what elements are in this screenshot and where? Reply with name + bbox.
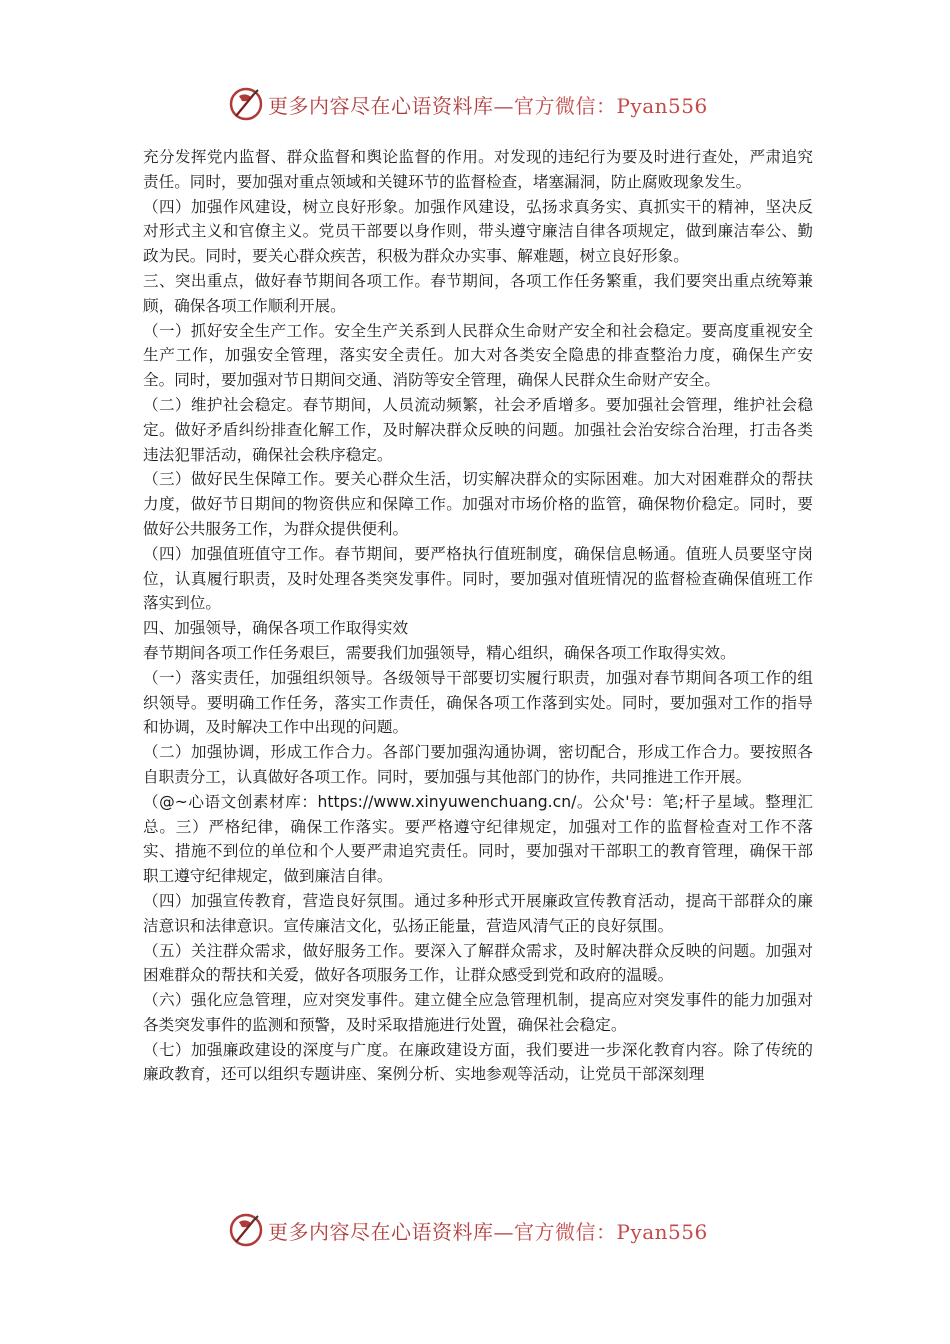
banner-title: 更多内容尽在心语资料库 [268,1219,494,1244]
logo-icon [228,1212,264,1248]
paragraph: （五）关注群众需求，做好服务工作。要深入了解群众需求，及时解决群众反映的问题。加强对困难群众的帮扶和关爱，做好各项服务工作，让群众感受到党和政府的温暖。 [143,941,813,985]
banner-wechat-id: Pyan556 [616,1219,708,1244]
paragraph: 春节期间各项工作任务艰巨，需要我们加强领导，精心组织，确保各项工作取得实效。 [143,643,736,662]
paragraph: （二）维护社会稳定。春节期间，人员流动频繁，社会矛盾增多。要加强社会管理，维护社会稳定。做好矛盾纠纷排查化解工作，及时解决群众反映的问题。加强社会治安综合治理，打击各类违法犯罪活动，确保社会秩序稳定。 [143,395,813,464]
paragraph: （七）加强廉政建设的深度与广度。在廉政建设方面，我们要进一步深化教育内容。除了传统的廉政教育，还可以组织专题讲座、案例分析、实地参观等活动，让党员干部深刻理 [143,1040,813,1084]
banner-title: 更多内容尽在心语资料库 [268,93,494,118]
paragraph: （二）加强协调，形成工作合力。各部门要加强沟通协调，密切配合，形成工作合力。要按照各自职责分工，认真做好各项工作。同时，要加强与其他部门的协作，共同推进工作开展。 [143,743,813,786]
logo-icon [228,86,264,122]
banner-wechat-label: 官方微信： [514,93,617,118]
banner-wechat-label: 官方微信： [514,1219,617,1244]
paragraph: （四）加强值班值守工作。春节期间，要严格执行值班制度，确保信息畅通。值班人员要坚守岗位，认真履行职责，及时处理各类突发事件。同时，要加强对值班情况的监督检查确保值班工作落实到位。 [143,544,813,613]
paragraph: 充分发挥党内监督、群众监督和舆论监督的作用。对发现的违纪行为要及时进行查处，严肃追究责任。同时，要加强对重点领域和关键环节的监督检查，堵塞漏洞，防止腐败现象发生。 [143,148,813,191]
banner-wechat-id: Pyan556 [616,93,708,118]
footer-banner [228,1210,728,1250]
section-heading: 三、突出重点，做好春节期间各项工作。春节期间，各项工作任务繁重，我们要突出重点统筹兼顾，确保各项工作顺利开展。 [143,271,813,315]
paragraph: （@~心语文创素材库：https://www.xinyuwenchuang.cn/。公众'号：笔;杆子星域。整理汇总。三）严格纪律，确保工作落实。要严格遵守纪律规定，加强对工作的监督检查对工作不落实、措施不到位的单位和个人要严肃追究责任。同时，要加强对干部职工的教育管理，确保干部职工遵守纪律规定，做到廉洁自律。 [143,792,813,886]
paragraph: （一）落实责任，加强组织领导。各级领导干部要切实履行职责，加强对春节期间各项工作的组织领导。要明确工作任务，落实工作责任，确保各项工作落到实处。同时，要加强对工作的指导和协调，及时解决工作中出现的问题。 [143,668,813,737]
banner-separator: — [493,1219,514,1244]
banner-separator: — [493,93,514,118]
section-heading: 四、加强领导，确保各项工作取得实效 [143,619,409,638]
paragraph: （三）做好民生保障工作。要关心群众生活，切实解决群众的实际困难。加大对困难群众的帮扶力度，做好节日期间的物资供应和保障工作。加强对市场价格的监管，确保物价稳定。同时，要做好公共服务工作，为群众提供便利。 [143,470,813,538]
paragraph: （六）强化应急管理，应对突发事件。建立健全应急管理机制，提高应对突发事件的能力加强对各类突发事件的监测和预警，及时采取措施进行处置，确保社会稳定。 [143,991,813,1034]
banner-text [268,90,708,119]
banner-text [268,1216,708,1245]
header-banner [228,84,728,124]
paragraph: （四）加强宣传教育，营造良好氛围。通过多种形式开展廉政宣传教育活动，提高干部群众的廉洁意识和法律意识。宣传廉洁文化，弘扬正能量，营造风清气正的良好氛围。 [143,891,813,935]
paragraph: （一）抓好安全生产工作。安全生产关系到人民群众生命财产安全和社会稳定。要高度重视安全生产工作，加强安全管理，落实安全责任。加大对各类安全隐患的排查整治力度，确保生产安全。同时，要加强对节日期间交通、消防等安全管理，确保人民群众生命财产安全。 [143,321,813,390]
document-body [143,145,813,1087]
paragraph: （四）加强作风建设，树立良好形象。加强作风建设，弘扬求真务实、真抓实干的精神，坚决反对形式主义和官僚主义。党员干部要以身作则，带头遵守廉洁自律各项规定，做到廉洁奉公、勤政为民。同时，要关心群众疾苦，积极为群众办实事、解难题，树立良好形象。 [143,197,813,266]
